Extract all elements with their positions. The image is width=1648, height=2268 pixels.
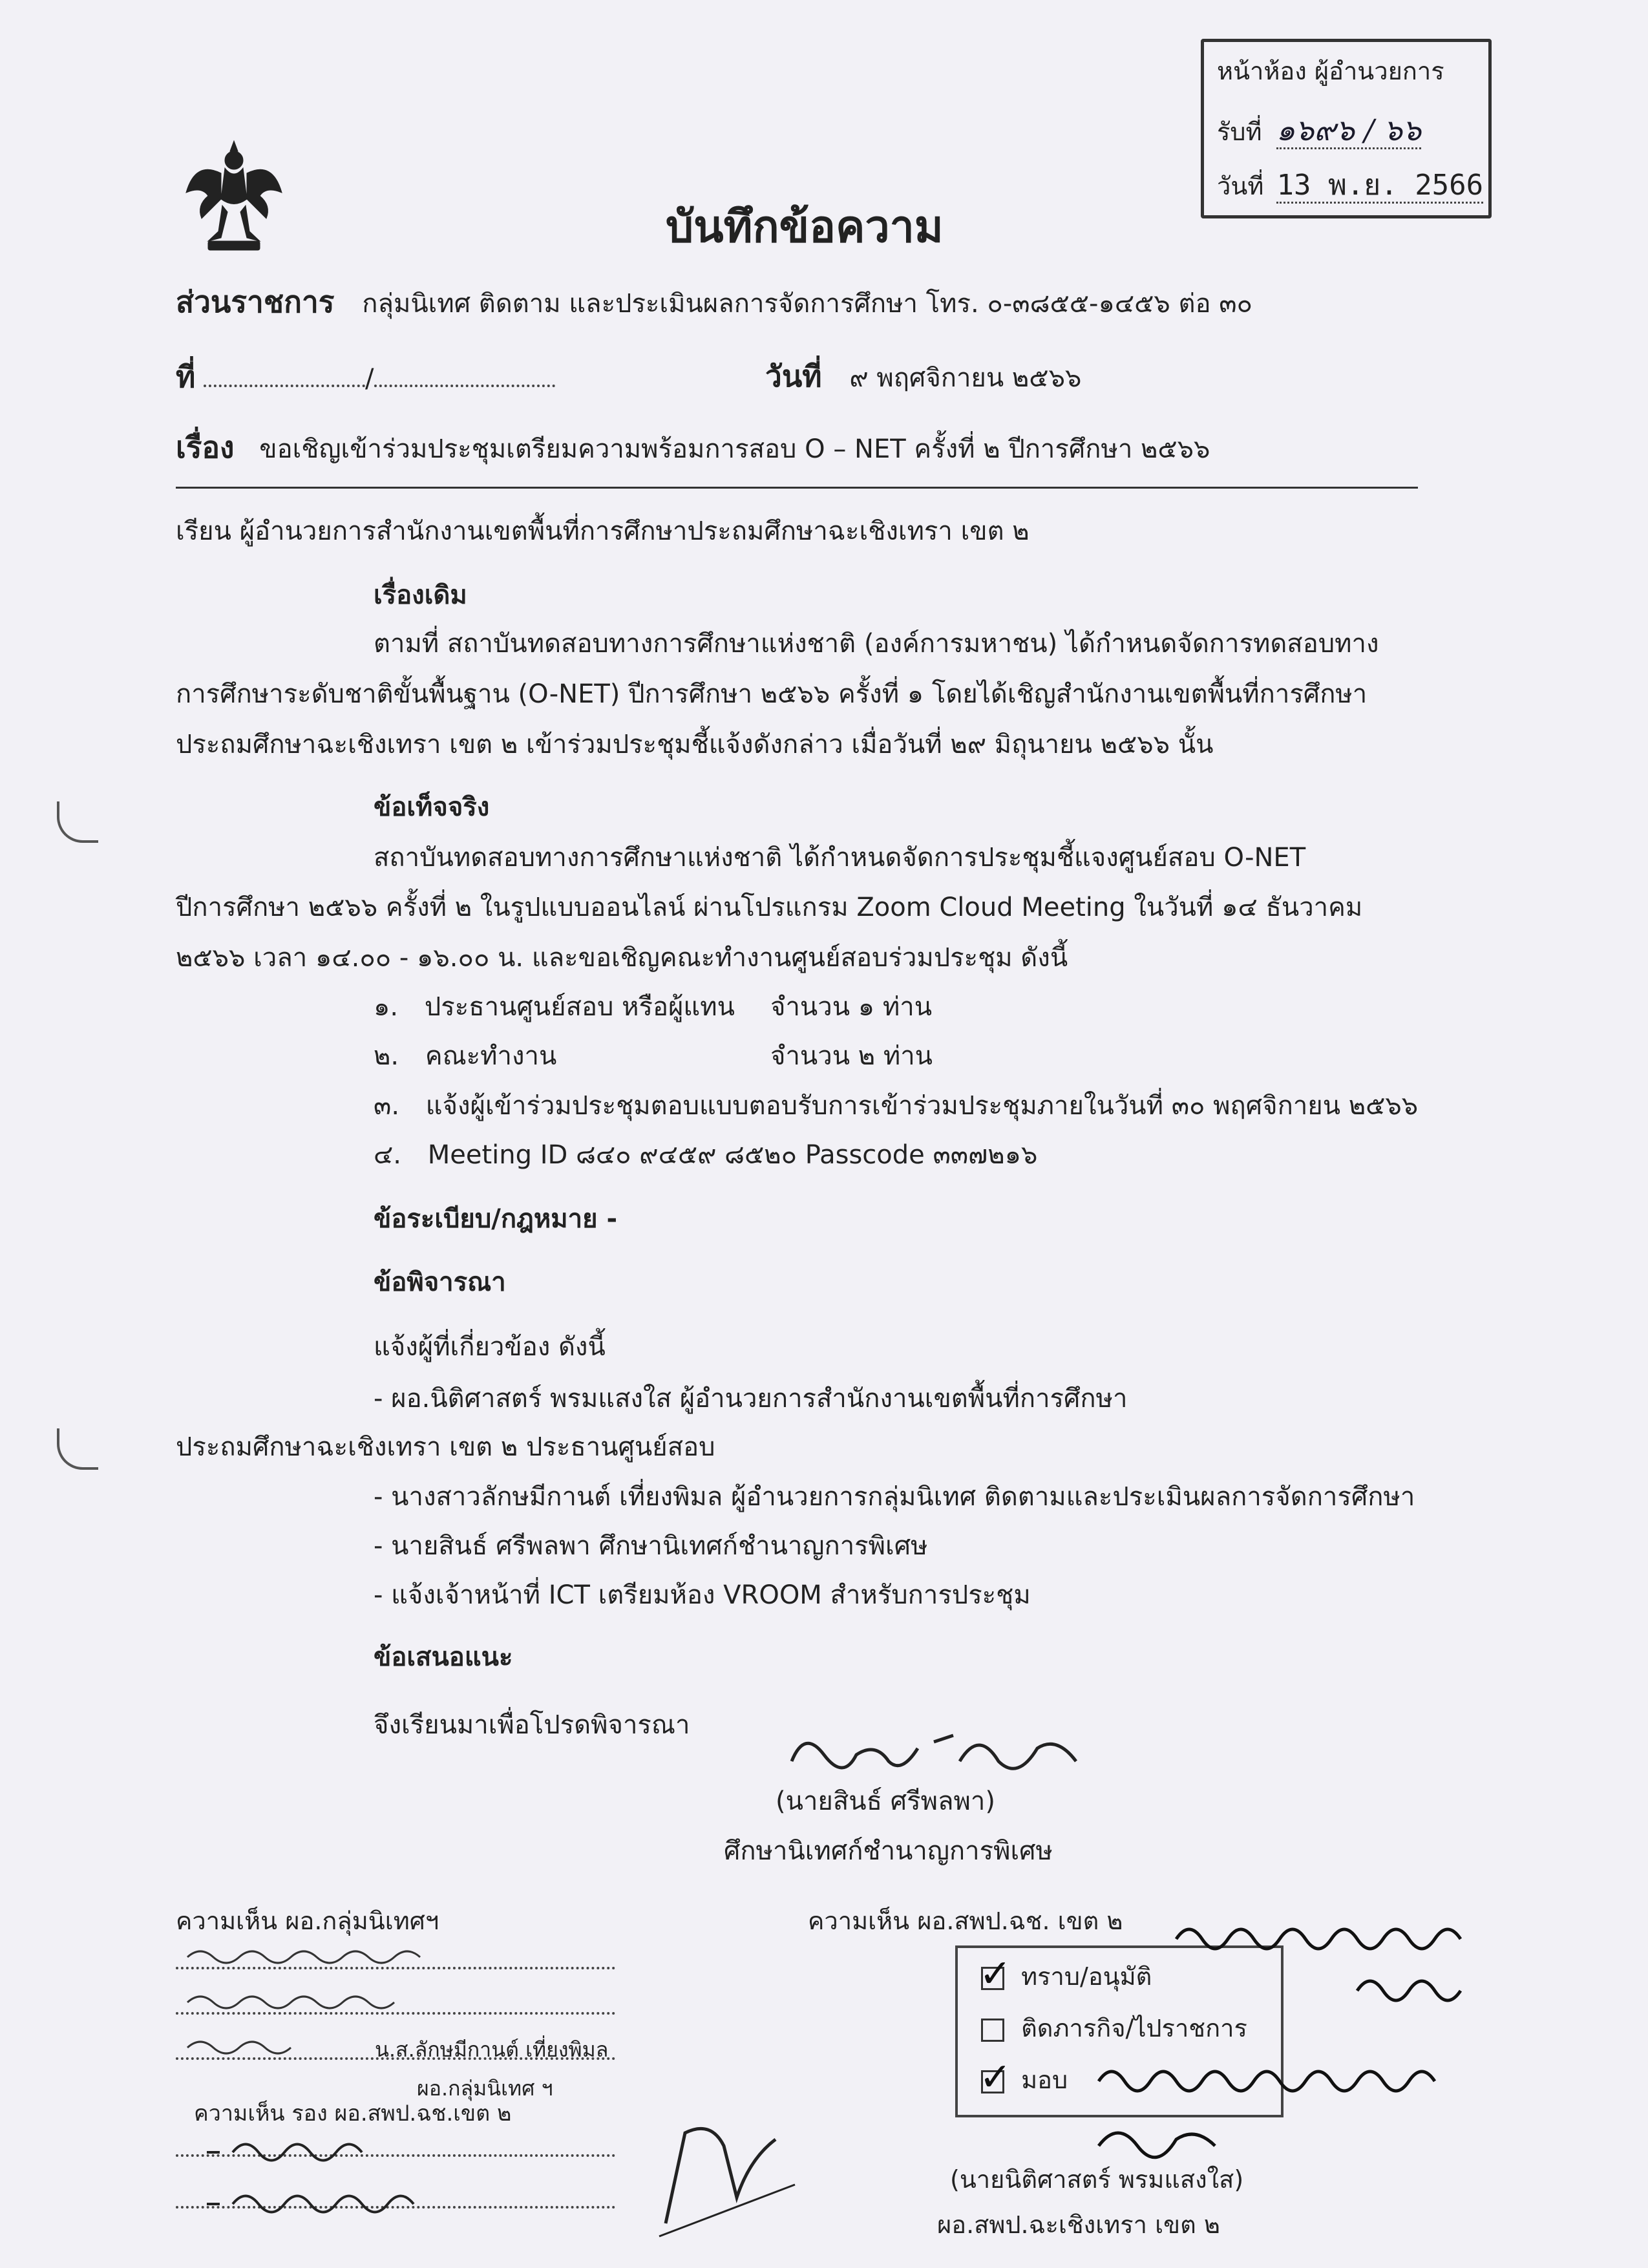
punch-mark: [57, 1428, 98, 1470]
number-label: ที่: [176, 359, 196, 394]
option-assign[interactable]: [979, 2054, 1068, 2100]
item-number: ๒.: [374, 1041, 399, 1071]
list-item: [374, 1041, 556, 1072]
subject-value: ขอเชิญเข้าร่วมประชุมเตรียมความพร้อมการสอบ O – NET ครั้งที่ ๒ ปีการศึกษา ๒๕๖๖: [259, 434, 1210, 464]
stamp-receive-value: ๑๖๙๖ / ๖๖: [1276, 112, 1421, 149]
item-text: คณะทำงาน: [425, 1041, 557, 1071]
director-handwriting: [1073, 1900, 1551, 2114]
facts-line-2: ปีการศึกษา ๒๕๖๖ ครั้งที่ ๒ ในรูปแบบออนไลน์ ผ่านโปรแกรม Zoom Cloud Meeting ในวันที่ ๑๔ ธันวาคม: [176, 893, 1363, 922]
item-text: แจ้งผู้เข้าร่วมประชุมตอบแบบตอบรับการเข้าร่วมประชุมภายในวันที่ ๓๐ พฤศจิกายน ๒๕๖๖: [425, 1091, 1419, 1121]
list-item: [374, 991, 735, 1023]
list-item: [374, 1090, 1418, 1121]
facts-line-1: สถาบันทดสอบทางการศึกษาแห่งชาติ ได้กำหนดจัดการประชุมชี้แจงศูนย์สอบ O-NET: [374, 843, 1306, 873]
item-number: ๓.: [374, 1091, 400, 1121]
consider-heading: ข้อพิจารณา: [374, 1267, 506, 1297]
background-heading: เรื่องเดิม: [374, 580, 467, 610]
date-label: วันที่: [765, 359, 822, 394]
author-signature: [779, 1716, 1102, 1794]
number-row: [176, 359, 555, 395]
consider-line-5: - แจ้งเจ้าหน้าที่ ICT เตรียมห้อง VROOM สำหรับการประชุม: [374, 1580, 1031, 1610]
facts-heading: ข้อเท็จจริง: [374, 792, 490, 822]
director-position: ผอ.สพป.ฉะเชิงเทรา เขต ๒: [937, 2210, 1220, 2239]
consider-line-2: ประถมศึกษาฉะเชิงเทรา เขต ๒ ประธานศูนย์สอบ: [176, 1432, 715, 1462]
consider-intro: แจ้งผู้ที่เกี่ยวข้อง ดังนี้: [374, 1332, 606, 1362]
option-busy-label: ติดภารกิจ/ไปราชการ: [1021, 2014, 1247, 2042]
garuda-emblem: [182, 134, 286, 257]
proposal-text: จึงเรียนมาเพื่อโปรดพิจารณา: [374, 1710, 690, 1740]
stamp-date-row: [1217, 162, 1483, 207]
receipt-stamp: [1201, 39, 1492, 218]
left-signer-name: น.ส.ลักษมีกานต์ เที่ยงพิมล: [375, 2037, 609, 2062]
check-icon: ✓: [979, 2054, 1012, 2100]
deputy-comment-handwriting: [194, 2120, 840, 2249]
stamp-receive-label: รับที่: [1217, 118, 1262, 146]
subject-row: [176, 430, 1210, 465]
header-divider: [176, 487, 1418, 489]
item-text: Meeting ID ๘๔๐ ๙๔๕๙ ๘๕๒๐ Passcode ๓๓๗๒๑๖: [427, 1140, 1038, 1170]
author-position: ศึกษานิเทศก์ชำนาญการพิเศษ: [724, 1836, 1053, 1866]
number-blank-2: [374, 359, 555, 387]
number-blank: [204, 359, 365, 387]
agency-label: ส่วนราชการ: [176, 284, 335, 319]
subject-label: เรื่อง: [176, 430, 235, 465]
page-title: บันทึกข้อความ: [666, 202, 944, 253]
background-line-2: การศึกษาระดับชาติขั้นพื้นฐาน (O-NET) ปีการศึกษา ๒๕๖๖ ครั้งที่ ๑ โดยได้เชิญสำนักงานเขตพื้นที่การศึกษา: [176, 679, 1368, 709]
stamp-date-value: 13 พ.ย. 2566: [1276, 169, 1483, 204]
consider-line-4: - นายสินธ์ ศรีพลพา ศึกษานิเทศก์ชำนาญการพิเศษ: [374, 1531, 928, 1561]
item-number: ๔.: [374, 1140, 401, 1170]
item-number: ๑.: [374, 992, 399, 1022]
left-signer-position: ผอ.กลุ่มนิเทศ ฯ: [417, 2076, 553, 2101]
right-comment-label: ความเห็น ผอ.สพป.ฉช. เขต ๒: [808, 1907, 1123, 1935]
facts-line-3: ๒๕๖๖ เวลา ๑๔.๐๐ - ๑๖.๐๐ น. และขอเชิญคณะทำงานศูนย์สอบร่วมประชุม ดังนี้: [176, 943, 1068, 973]
agency-row: [176, 284, 1252, 320]
background-line-1: ตามที่ สถาบันทดสอบทางการศึกษาแห่งชาติ (องค์การมหาชน) ได้กำหนดจัดการทดสอบทาง: [374, 629, 1379, 659]
left-comment-label: ความเห็น ผอ.กลุ่มนิเทศฯ: [176, 1907, 439, 1935]
agency-value: กลุ่มนิเทศ ติดตาม และประเมินผลการจัดการศึกษา โทร. ๐-๓๘๕๕-๑๔๕๖ ต่อ ๓๐: [362, 289, 1252, 319]
recipient-line: เรียน ผู้อำนวยการสำนักงานเขตพื้นที่การศึกษาประถมศึกษาฉะเชิงเทรา เขต ๒: [176, 516, 1030, 546]
item-quantity: จำนวน ๒ ท่าน: [770, 1041, 933, 1071]
author-name: (นายสินธ์ ศรีพลพา): [776, 1786, 995, 1816]
item-quantity: จำนวน ๑ ท่าน: [770, 992, 933, 1022]
regulation-heading: ข้อระเบียบ/กฎหมาย -: [374, 1204, 618, 1234]
proposal-heading: ข้อเสนอแนะ: [374, 1642, 513, 1672]
option-acknowledge-checkbox[interactable]: [979, 1951, 1012, 1997]
option-assign-checkbox[interactable]: [979, 2054, 1012, 2100]
consider-line-3: - นางสาวลักษมีกานต์ เที่ยงพิมล ผู้อำนวยการกลุ่มนิเทศ ติดตามและประเมินผลการจัดการศึกษา: [374, 1482, 1415, 1512]
stamp-date-label: วันที่: [1217, 172, 1264, 200]
check-icon: ✓: [979, 1951, 1012, 1997]
list-item: [374, 1139, 1037, 1171]
director-name: (นายนิติศาสตร์ พรมแสงใส): [950, 2165, 1244, 2194]
deputy-comment-label: ความเห็น รอง ผอ.สพป.ฉช.เขต ๒: [194, 2101, 512, 2126]
punch-mark: [57, 801, 98, 843]
background-line-3: ประถมศึกษาฉะเชิงเทรา เขต ๒ เข้าร่วมประชุมชี้แจ้งดังกล่าว เมื่อวันที่ ๒๙ มิถุนายน ๒๕๖๖ นั้น: [176, 730, 1214, 759]
date-row: [765, 359, 1081, 394]
date-value: ๙ พฤศจิกายน ๒๕๖๖: [849, 363, 1082, 393]
option-busy-checkbox[interactable]: [981, 2019, 1004, 2042]
stamp-receive-row: [1217, 107, 1421, 154]
consider-line-1: - ผอ.นิติศาสตร์ พรมแสงใส ผู้อำนวยการสำนักงานเขตพื้นที่การศึกษา: [374, 1384, 1128, 1414]
item-text: ประธานศูนย์สอบ หรือผู้แทน: [424, 992, 735, 1022]
option-acknowledge-label: ทราบ/อนุมัติ: [1021, 1962, 1152, 1991]
number-separator: /: [365, 364, 374, 394]
option-assign-label: มอบ: [1021, 2066, 1068, 2094]
director-signature: [1092, 2114, 1221, 2165]
stamp-title: หน้าห้อง ผู้อำนวยการ: [1217, 57, 1444, 85]
